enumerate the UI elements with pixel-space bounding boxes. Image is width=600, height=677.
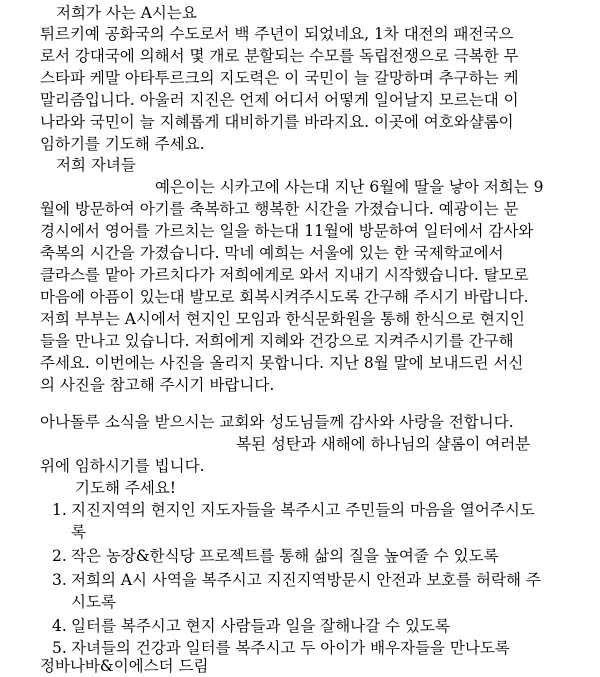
- prayer-item-number: 2.: [52, 547, 67, 565]
- paragraph-line: 튀르키예 공화국의 수도로서 백 주년이 되었네요, 1차 대전의 패전국으: [40, 25, 514, 43]
- greeting-line: 아나돌루 소식을 받으시는 교회와 성도님들께 감사와 사랑을 전합니다.: [40, 413, 514, 431]
- greeting-line: 위에 임하시기를 빕니다.: [40, 457, 205, 475]
- prayer-item: [52, 500, 535, 520]
- paragraph-line: 저희 부부는 A시에서 현지인 모임과 한식문화원을 통해 한식으로 현지인: [40, 310, 525, 328]
- prayer-item-number: 4.: [52, 617, 67, 635]
- prayer-item-number: 5.: [52, 639, 67, 657]
- prayer-item: [52, 638, 510, 658]
- paragraph-line: 마음에 아픔이 있는대 발모로 회복시켜주시도록 간구해 주시기 바랍니다.: [40, 288, 529, 306]
- prayer-item-number: 1.: [52, 501, 67, 519]
- paragraph-line: 월에 방문하여 아기를 축복하고 행복한 시간을 가졌습니다. 예광이는 문: [40, 200, 519, 218]
- prayer-item: [52, 616, 450, 636]
- paragraph-line: 의 사진을 참고해 주시기 바랍니다.: [40, 376, 275, 394]
- prayer-item-text: 작은 농장&한식당 프로젝트를 통해 삶의 질을 높여줄 수 있도록: [71, 547, 499, 565]
- section-heading-children: 저희 자녀들: [56, 156, 136, 174]
- greeting-line: 복된 성탄과 새해에 하나님의 샬롬이 여러분: [236, 435, 531, 453]
- paragraph-line: 나라와 국민이 늘 지혜롭게 대비하기를 바라지요. 이곳에 여호와샬롬이: [40, 113, 514, 131]
- prayer-item-text: 지진지역의 현지인 지도자들을 복주시고 주민들의 마음을 열어주시도: [71, 501, 535, 519]
- prayer-item: [52, 570, 541, 590]
- prayer-item: [52, 546, 499, 566]
- paragraph-line: 클라스를 맡아 가르치다가 저희에게로 와서 지내기 시작했습니다. 탈모로: [40, 266, 529, 284]
- prayer-item-number: 3.: [52, 571, 67, 589]
- paragraph-line: 스타파 케말 아타투르크의 지도력은 이 국민이 늘 갈망하며 추구하는 케: [40, 69, 519, 87]
- paragraph-line: 경시에서 영어를 가르치는 일을 하는대 11월에 방문하여 일터에서 감사와: [40, 222, 534, 240]
- signature: 정바나바&이에스더 드림: [40, 657, 209, 675]
- paragraph-line: 축복의 시간을 가졌습니다. 막네 예희는 서울에 있는 한 국제학교에서: [40, 244, 504, 262]
- paragraph-line: 로서 강대국에 의해서 몇 개로 분할되는 수모를 독립전쟁으로 극복한 무: [40, 47, 519, 65]
- prayer-item-text: 자녀들의 건강과 일터를 복주시고 두 아이가 배우자들을 만나도록: [71, 639, 510, 657]
- paragraph-line: 말리즘입니다. 아울러 지진은 언제 어디서 어떻게 일어날지 모르는대 이: [40, 91, 519, 109]
- paragraph-line: 들을 만나고 있습니다. 저희에게 지혜와 건강으로 지켜주시기를 간구해: [40, 332, 514, 350]
- prayer-item-text: 저희의 A시 사역을 복주시고 지진지역방문시 안전과 보호를 허락해 주: [71, 571, 541, 589]
- paragraph-line: 주세요. 이번에는 사진을 올리지 못합니다. 지난 8월 말에 보내드린 서신: [40, 354, 524, 372]
- prayer-item-text: 일터를 복주시고 현지 사람들과 일을 잘해나갈 수 있도록: [71, 617, 450, 635]
- prayer-item-continuation: 록: [71, 523, 86, 541]
- prayer-item-continuation: 시도록: [71, 593, 116, 611]
- paragraph-line: 예은이는 시카고에 사는대 지난 6월에 딸을 낳아 저희는 9: [155, 178, 544, 196]
- prayer-heading: 기도해 주세요!: [75, 479, 176, 497]
- section-heading-city: 저희가 사는 A시는요: [56, 4, 197, 22]
- paragraph-line: 임하기를 기도해 주세요.: [40, 135, 205, 153]
